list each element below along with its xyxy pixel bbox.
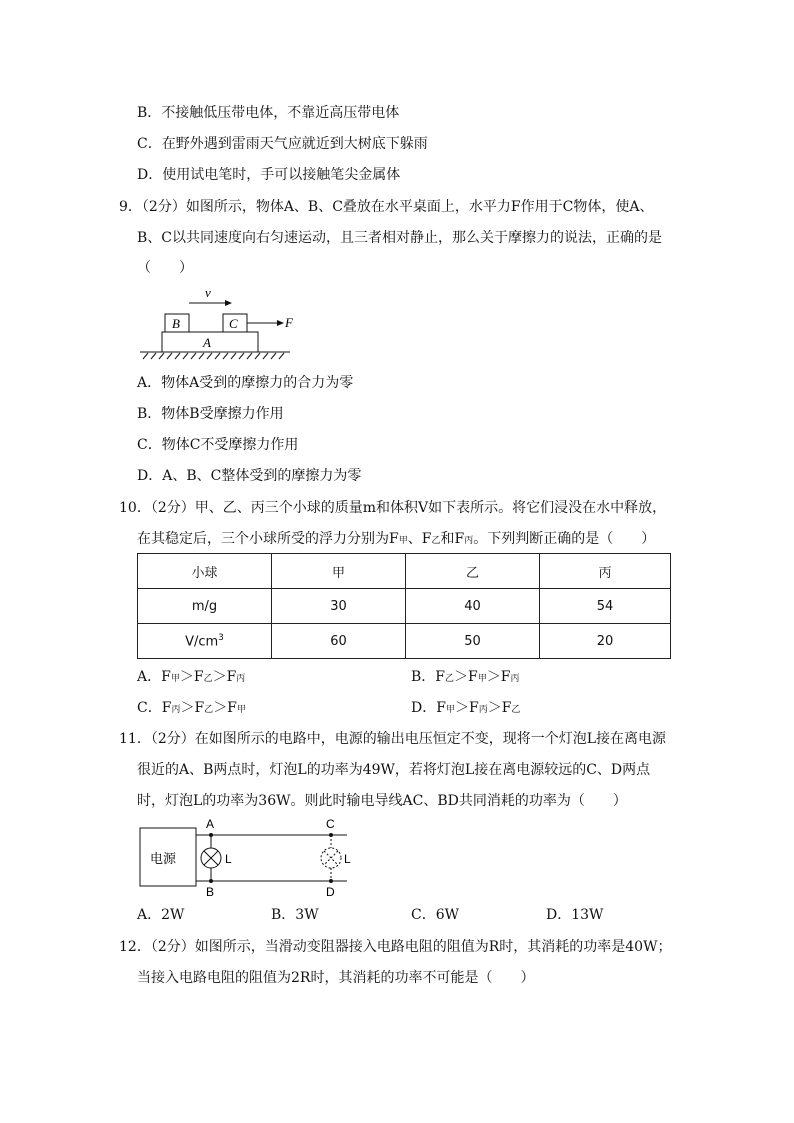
q11-option-a: A．2W — [137, 907, 185, 923]
lamp-icon — [201, 848, 221, 868]
q11-circuit-figure — [137, 814, 357, 902]
q9-option-c: C．物体C不受摩擦力作用 — [137, 437, 299, 453]
q9-option-d: D．A、B、C整体受到的摩擦力为零 — [137, 468, 362, 484]
table-cell: 40 — [406, 589, 540, 624]
block-a-label: A — [203, 335, 211, 350]
q9-blocks-figure — [137, 282, 297, 364]
label-b: B — [206, 885, 215, 899]
label-c: C — [326, 817, 335, 831]
table-row-volume — [138, 624, 671, 659]
table-row-mass — [138, 589, 671, 624]
q9-option-b: B．物体B受摩擦力作用 — [137, 406, 284, 422]
q11-option-d: D．13W — [546, 907, 604, 923]
q10-option-c: C．F丙＞F乙＞F甲 — [137, 700, 246, 716]
q10-data-table — [137, 553, 671, 659]
q8-option-b: B．不接触低压带电体，不靠近高压带电体 — [137, 105, 400, 121]
q11-stem-line1: 11．（2分）在如图所示的电路中，电源的输出电压恒定不变，现将一个灯泡L接在离电源 — [119, 731, 667, 747]
q11-stem-line2: 很近的A、B两点时，灯泡L的功率为49W，若将灯泡L接在离电源较远的C、D两点 — [137, 762, 651, 778]
q11-option-b: B．3W — [271, 907, 319, 923]
q10-option-b: B．F乙＞F甲＞F丙 — [411, 669, 520, 685]
q10-option-d: D．F甲＞F丙＞F乙 — [411, 700, 521, 716]
lamp-dashed-icon — [321, 848, 341, 868]
lamp-label-near: L — [225, 852, 232, 866]
q12-stem-line2: 当接入电路电阻的阻值为2R时，其消耗的功率不可能是（ ） — [137, 970, 535, 986]
q12-stem-line1: 12．（2分）如图所示，当滑动变阻器接入电路电阻的阻值为R时，其消耗的功率是40W； — [119, 939, 672, 955]
force-label: F — [285, 315, 293, 330]
ground-hatching — [143, 353, 284, 359]
table-cell: 小球 — [138, 554, 272, 589]
q11-option-c: C．6W — [411, 907, 460, 923]
table-cell: m/g — [138, 589, 272, 624]
table-cell: 30 — [272, 589, 406, 624]
q10-stem-line1: 10．（2分）甲、乙、丙三个小球的质量m和体积V如下表所示。将它们浸没在水中释放， — [119, 500, 667, 516]
table-cell: 甲 — [272, 554, 406, 589]
block-c-label: C — [229, 316, 238, 331]
q10-stem-line2: 在其稳定后，三个小球所受的浮力分别为F甲、F乙和F丙。下列判断正确的是（ ） — [137, 531, 656, 547]
q9-option-a: A．物体A受到的摩擦力的合力为零 — [137, 375, 354, 391]
label-a: A — [206, 817, 215, 831]
table-cell: 60 — [272, 624, 406, 659]
q8-option-c: C．在野外遇到雷雨天气应就近到大树底下躲雨 — [137, 136, 428, 152]
block-b-label: B — [172, 316, 180, 331]
table-cell: 20 — [540, 624, 671, 659]
table-cell: 50 — [406, 624, 540, 659]
table-cell: 54 — [540, 589, 671, 624]
velocity-label: v — [205, 285, 211, 300]
table-cell: $V/cm^3$ — [138, 624, 272, 659]
label-d: D — [326, 885, 335, 899]
q9-stem-line2: B、C以共同速度向右匀速运动，且三者相对静止，那么关于摩擦力的说法，正确的是 — [137, 230, 662, 246]
table-cell: 丙 — [540, 554, 671, 589]
table-cell: 乙 — [406, 554, 540, 589]
q9-stem-line3: （ ） — [137, 260, 193, 276]
q10-option-a: A．F甲＞F乙＞F丙 — [137, 669, 246, 685]
lamp-label-far: L — [344, 852, 351, 866]
q9-stem-line1: 9．（2分）如图所示，物体A、B、C叠放在水平桌面上，水平力F作用于C物体，使A、 — [119, 199, 654, 215]
power-source-label: 电源 — [150, 851, 177, 866]
q8-option-d: D．使用试电笔时，手可以接触笔尖金属体 — [137, 167, 401, 183]
q11-stem-line3: 时，灯泡L的功率为36W。则此时输电导线AC、BD共同消耗的功率为（ ） — [137, 793, 627, 809]
table-header-row — [138, 554, 671, 589]
